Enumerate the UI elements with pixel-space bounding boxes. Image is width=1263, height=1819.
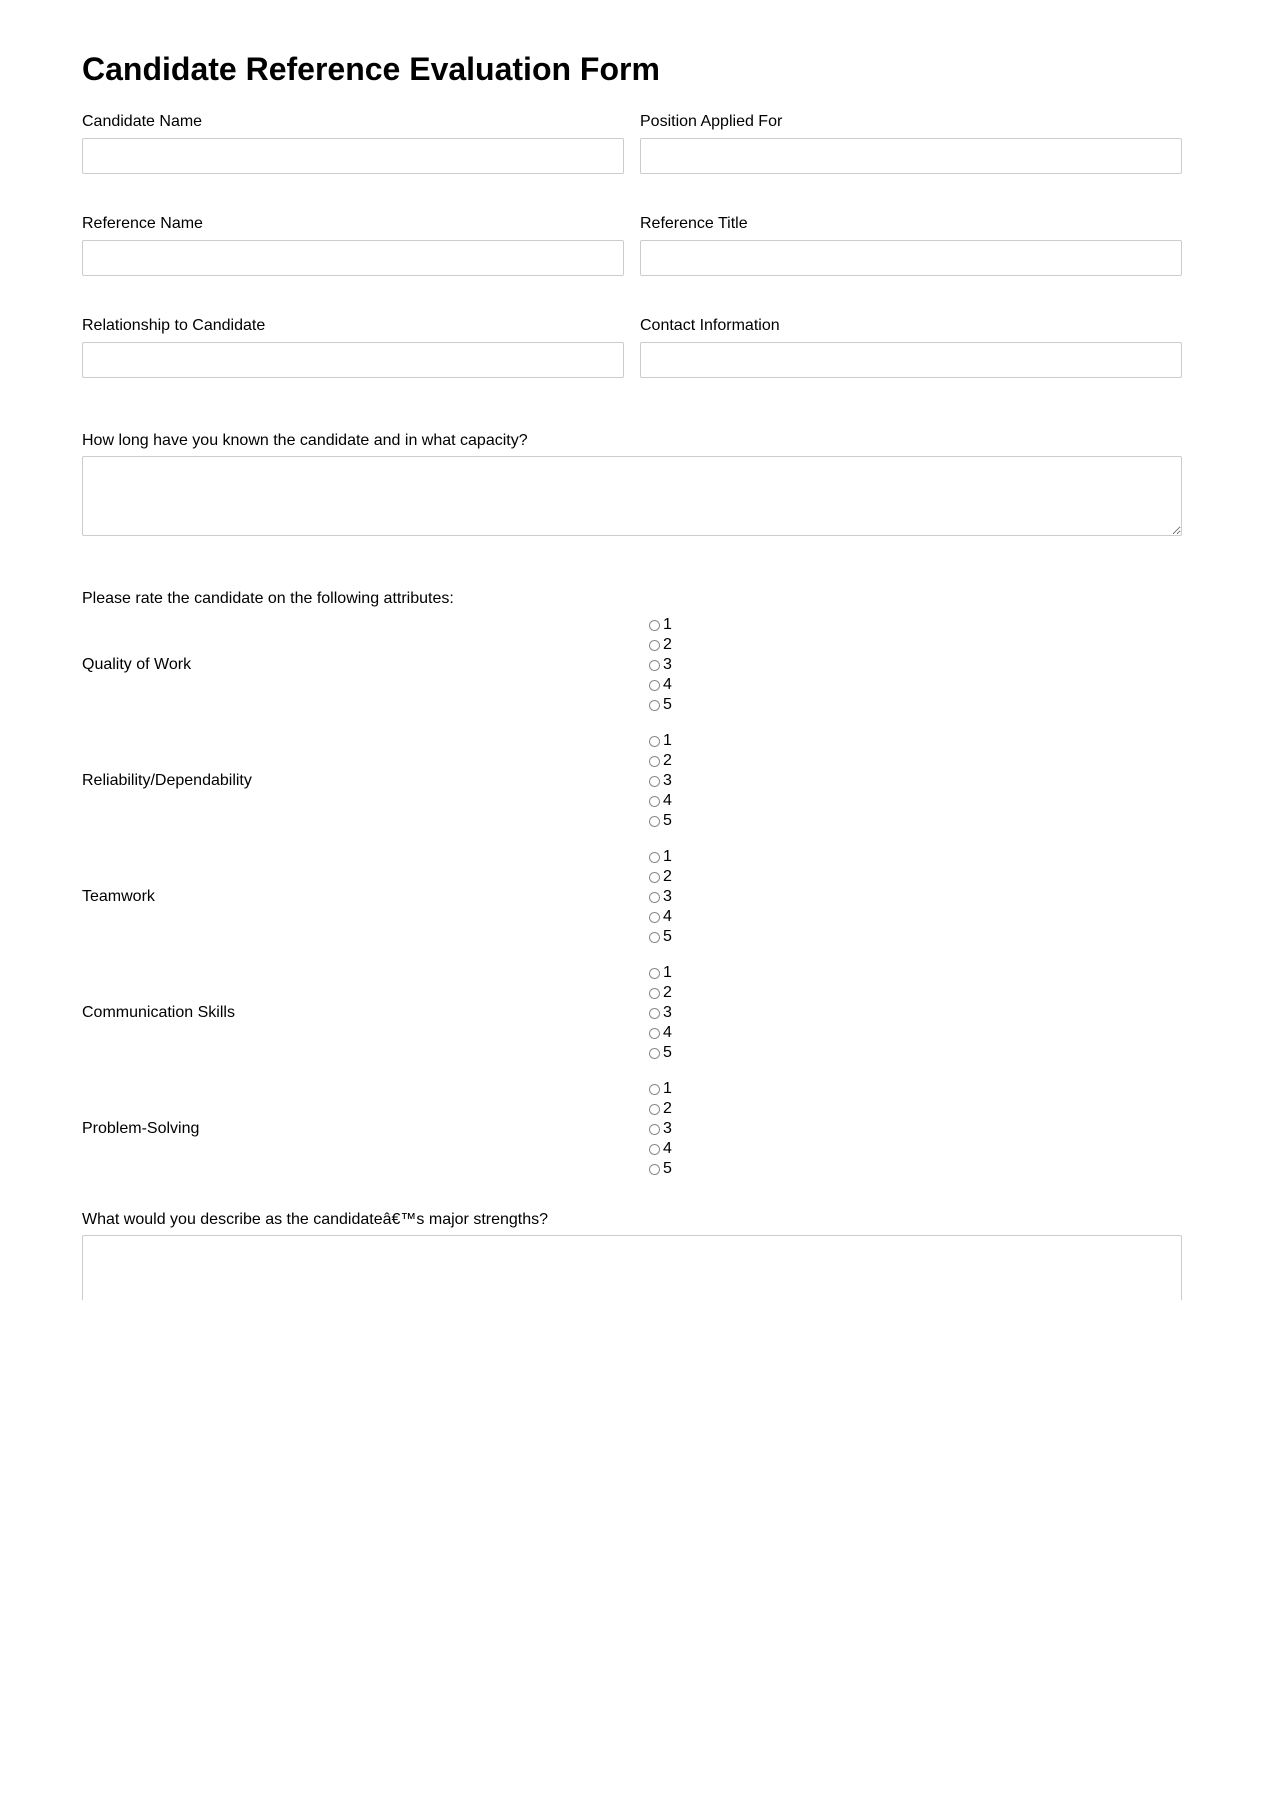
known-for-group — [82, 432, 1182, 538]
radio-option[interactable]: 3 — [649, 655, 709, 675]
reference-name-label: Reference Name — [82, 215, 203, 232]
rating-intro-label: Please rate the candidate on the following attributes: — [82, 590, 454, 607]
radio-option[interactable]: 3 — [649, 771, 709, 791]
radio-option[interactable]: 4 — [649, 1023, 709, 1043]
rating-label: Reliability/Dependability — [82, 772, 252, 789]
radio-circle-icon[interactable] — [649, 1124, 660, 1135]
rating-radio-group — [649, 1079, 709, 1179]
radio-option[interactable]: 3 — [649, 1003, 709, 1023]
relationship-input[interactable] — [82, 342, 624, 378]
radio-option[interactable]: 1 — [649, 847, 709, 867]
radio-circle-icon[interactable] — [649, 968, 660, 979]
radio-option[interactable]: 2 — [649, 867, 709, 887]
radio-circle-icon[interactable] — [649, 1028, 660, 1039]
contact-input[interactable] — [640, 342, 1182, 378]
radio-option[interactable]: 3 — [649, 887, 709, 907]
reference-name-group — [82, 215, 624, 233]
rating-radio-group — [649, 615, 709, 715]
radio-option[interactable]: 5 — [649, 1159, 709, 1179]
radio-option[interactable]: 2 — [649, 751, 709, 771]
radio-circle-icon[interactable] — [649, 700, 660, 711]
position-input[interactable] — [640, 138, 1182, 174]
radio-option[interactable]: 3 — [649, 1119, 709, 1139]
rating-label: Communication Skills — [82, 1004, 235, 1021]
radio-option[interactable]: 1 — [649, 1079, 709, 1099]
rating-label: Problem-Solving — [82, 1120, 200, 1137]
relationship-label: Relationship to Candidate — [82, 317, 266, 334]
rating-intro — [82, 590, 1182, 608]
radio-option[interactable]: 5 — [649, 695, 709, 715]
candidate-name-label: Candidate Name — [82, 113, 203, 130]
known-for-textarea[interactable] — [82, 456, 1182, 536]
radio-circle-icon[interactable] — [649, 660, 660, 671]
reference-title-label: Reference Title — [640, 215, 748, 232]
radio-circle-icon[interactable] — [649, 756, 660, 767]
reference-title-group — [640, 215, 1182, 233]
radio-circle-icon[interactable] — [649, 1164, 660, 1175]
radio-option[interactable]: 1 — [649, 963, 709, 983]
page-title: Candidate Reference Evaluation Form — [82, 51, 660, 87]
strengths-textarea[interactable] — [82, 1235, 1182, 1300]
candidate-name-group — [82, 113, 624, 131]
radio-circle-icon[interactable] — [649, 892, 660, 903]
radio-circle-icon[interactable] — [649, 796, 660, 807]
radio-circle-icon[interactable] — [649, 988, 660, 999]
rating-label: Teamwork — [82, 888, 155, 905]
rating-radio-group — [649, 731, 709, 831]
radio-circle-icon[interactable] — [649, 776, 660, 787]
radio-circle-icon[interactable] — [649, 852, 660, 863]
radio-option[interactable]: 4 — [649, 907, 709, 927]
radio-option[interactable]: 1 — [649, 731, 709, 751]
radio-option[interactable]: 4 — [649, 1139, 709, 1159]
radio-circle-icon[interactable] — [649, 1084, 660, 1095]
contact-group — [640, 317, 1182, 335]
rating-row-quality-of-work — [82, 615, 1182, 715]
strengths-group — [82, 1211, 1182, 1300]
radio-circle-icon[interactable] — [649, 816, 660, 827]
radio-circle-icon[interactable] — [649, 932, 660, 943]
radio-option[interactable]: 2 — [649, 635, 709, 655]
radio-circle-icon[interactable] — [649, 620, 660, 631]
candidate-name-input[interactable] — [82, 138, 624, 174]
radio-option[interactable]: 1 — [649, 615, 709, 635]
radio-circle-icon[interactable] — [649, 1048, 660, 1059]
radio-circle-icon[interactable] — [649, 1008, 660, 1019]
reference-name-input[interactable] — [82, 240, 624, 276]
strengths-label: What would you describe as the candidateâ€™s major strengths? — [82, 1211, 549, 1228]
radio-circle-icon[interactable] — [649, 872, 660, 883]
radio-option[interactable]: 2 — [649, 1099, 709, 1119]
contact-label: Contact Information — [640, 317, 780, 334]
radio-option[interactable]: 5 — [649, 811, 709, 831]
rating-radio-group — [649, 847, 709, 947]
rating-row-problem-solving — [82, 1079, 1182, 1179]
rating-row-communication — [82, 963, 1182, 1063]
position-group — [640, 113, 1182, 131]
radio-option[interactable]: 4 — [649, 791, 709, 811]
rating-radio-group — [649, 963, 709, 1063]
radio-circle-icon[interactable] — [649, 680, 660, 691]
position-label: Position Applied For — [640, 113, 783, 130]
radio-option[interactable]: 5 — [649, 1043, 709, 1063]
radio-circle-icon[interactable] — [649, 1104, 660, 1115]
relationship-group — [82, 317, 624, 335]
radio-circle-icon[interactable] — [649, 1144, 660, 1155]
radio-option[interactable]: 5 — [649, 927, 709, 947]
radio-circle-icon[interactable] — [649, 640, 660, 651]
known-for-label: How long have you known the candidate and in what capacity? — [82, 432, 528, 449]
radio-option[interactable]: 4 — [649, 675, 709, 695]
rating-row-teamwork — [82, 847, 1182, 947]
rating-label: Quality of Work — [82, 656, 192, 673]
radio-option[interactable]: 2 — [649, 983, 709, 1003]
radio-circle-icon[interactable] — [649, 912, 660, 923]
reference-title-input[interactable] — [640, 240, 1182, 276]
radio-circle-icon[interactable] — [649, 736, 660, 747]
rating-row-reliability — [82, 731, 1182, 831]
